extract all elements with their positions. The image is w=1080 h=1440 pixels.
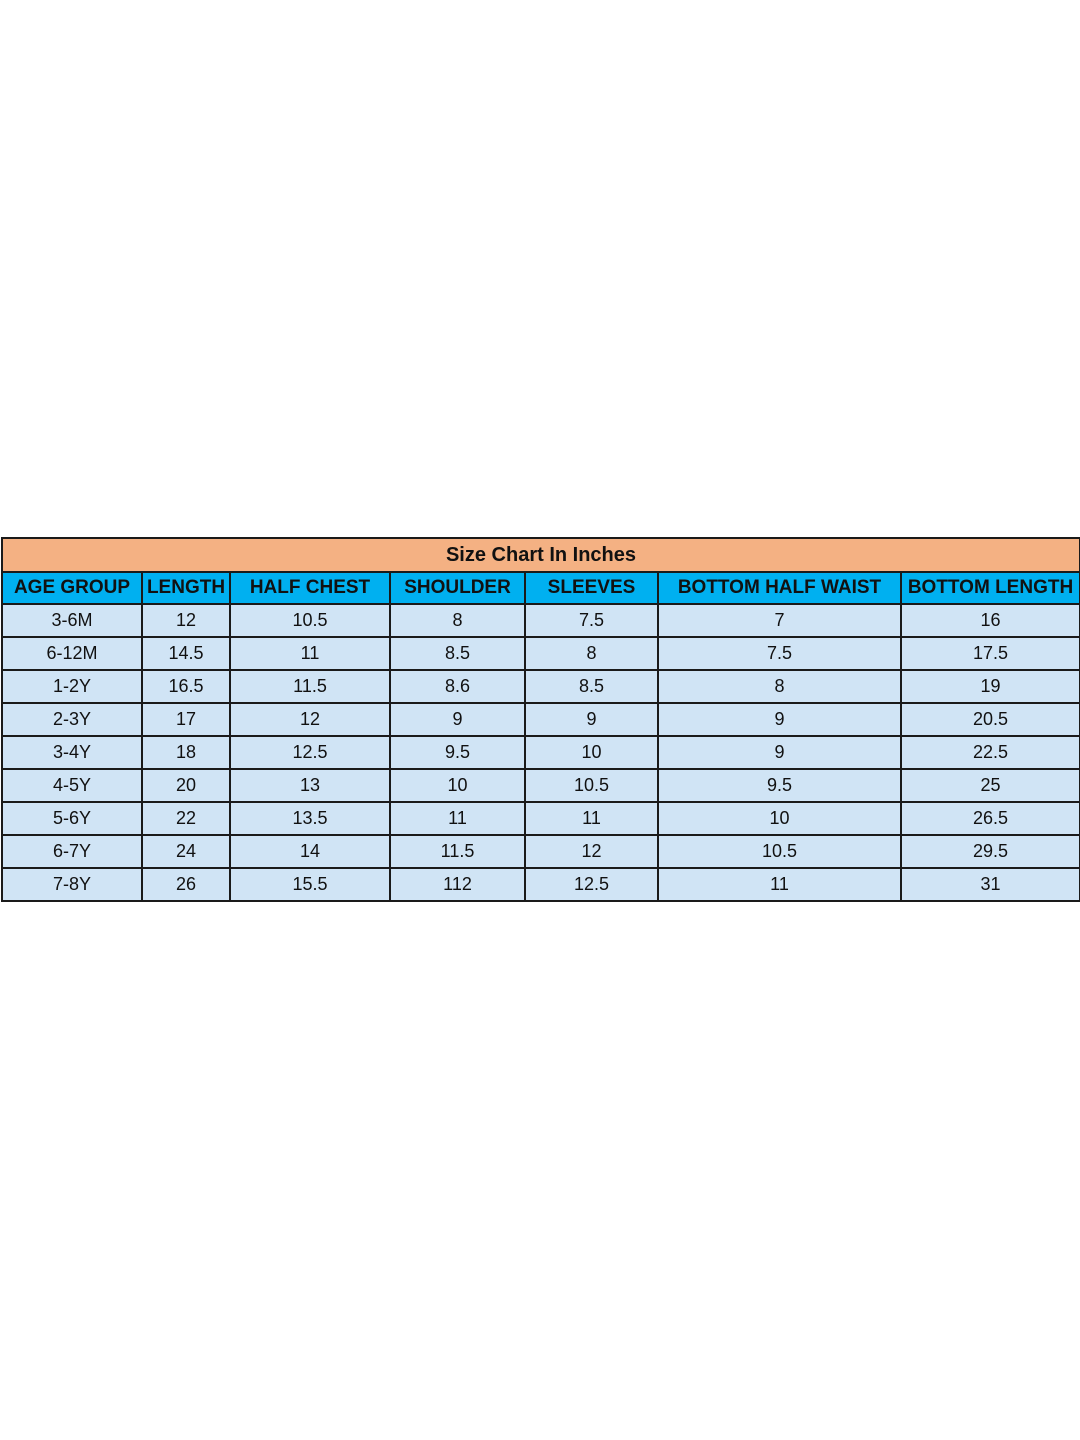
table-cell: 9 bbox=[390, 703, 525, 736]
table-cell: 16 bbox=[901, 604, 1080, 637]
table-cell: 112 bbox=[390, 868, 525, 901]
age-group-cell: 6-7Y bbox=[2, 835, 142, 868]
header-sleeves: SLEEVES bbox=[525, 572, 658, 604]
table-cell: 20 bbox=[142, 769, 230, 802]
table-row bbox=[2, 637, 1080, 670]
table-cell: 25 bbox=[901, 769, 1080, 802]
table-row bbox=[2, 835, 1080, 868]
table-cell: 8 bbox=[525, 637, 658, 670]
table-cell: 8.5 bbox=[390, 637, 525, 670]
table-cell: 12 bbox=[142, 604, 230, 637]
header-bottom-length: BOTTOM LENGTH bbox=[901, 572, 1080, 604]
table-cell: 10.5 bbox=[230, 604, 390, 637]
header-shoulder: SHOULDER bbox=[390, 572, 525, 604]
table-cell: 12 bbox=[525, 835, 658, 868]
age-group-cell: 6-12M bbox=[2, 637, 142, 670]
table-cell: 8.6 bbox=[390, 670, 525, 703]
header-bottom-half-waist: BOTTOM HALF WAIST bbox=[658, 572, 901, 604]
size-chart-table bbox=[1, 537, 1080, 902]
table-cell: 18 bbox=[142, 736, 230, 769]
title-row bbox=[2, 538, 1080, 572]
table-cell: 7.5 bbox=[658, 637, 901, 670]
table-cell: 11.5 bbox=[390, 835, 525, 868]
table-cell: 26.5 bbox=[901, 802, 1080, 835]
age-group-cell: 1-2Y bbox=[2, 670, 142, 703]
age-group-cell: 5-6Y bbox=[2, 802, 142, 835]
age-group-cell: 4-5Y bbox=[2, 769, 142, 802]
table-cell: 10 bbox=[390, 769, 525, 802]
table-cell: 22.5 bbox=[901, 736, 1080, 769]
table-cell: 9 bbox=[658, 703, 901, 736]
table-cell: 13 bbox=[230, 769, 390, 802]
table-cell: 7.5 bbox=[525, 604, 658, 637]
table-cell: 9.5 bbox=[658, 769, 901, 802]
age-group-cell: 2-3Y bbox=[2, 703, 142, 736]
header-age-group: AGE GROUP bbox=[2, 572, 142, 604]
table-row bbox=[2, 736, 1080, 769]
table-cell: 17.5 bbox=[901, 637, 1080, 670]
table-row bbox=[2, 802, 1080, 835]
table-row bbox=[2, 670, 1080, 703]
table-cell: 26 bbox=[142, 868, 230, 901]
table-cell: 11 bbox=[230, 637, 390, 670]
table-cell: 14.5 bbox=[142, 637, 230, 670]
age-group-cell: 7-8Y bbox=[2, 868, 142, 901]
table-cell: 19 bbox=[901, 670, 1080, 703]
header-half-chest: HALF CHEST bbox=[230, 572, 390, 604]
table-cell: 9 bbox=[658, 736, 901, 769]
table-cell: 14 bbox=[230, 835, 390, 868]
age-group-cell: 3-6M bbox=[2, 604, 142, 637]
table-row bbox=[2, 868, 1080, 901]
table-cell: 8 bbox=[658, 670, 901, 703]
table-cell: 24 bbox=[142, 835, 230, 868]
chart-title: Size Chart In Inches bbox=[2, 538, 1080, 572]
table-cell: 9.5 bbox=[390, 736, 525, 769]
table-cell: 11 bbox=[525, 802, 658, 835]
header-length: LENGTH bbox=[142, 572, 230, 604]
table-cell: 22 bbox=[142, 802, 230, 835]
table-row bbox=[2, 769, 1080, 802]
table-row bbox=[2, 703, 1080, 736]
table-cell: 15.5 bbox=[230, 868, 390, 901]
table-cell: 10.5 bbox=[658, 835, 901, 868]
table-cell: 11 bbox=[390, 802, 525, 835]
table-cell: 13.5 bbox=[230, 802, 390, 835]
table-cell: 9 bbox=[525, 703, 658, 736]
table-cell: 10.5 bbox=[525, 769, 658, 802]
table-cell: 12 bbox=[230, 703, 390, 736]
size-chart bbox=[1, 537, 1079, 902]
table-cell: 8 bbox=[390, 604, 525, 637]
table-cell: 16.5 bbox=[142, 670, 230, 703]
table-cell: 7 bbox=[658, 604, 901, 637]
header-row bbox=[2, 572, 1080, 604]
table-cell: 12.5 bbox=[230, 736, 390, 769]
table-cell: 10 bbox=[658, 802, 901, 835]
table-cell: 10 bbox=[525, 736, 658, 769]
table-cell: 20.5 bbox=[901, 703, 1080, 736]
table-cell: 12.5 bbox=[525, 868, 658, 901]
table-row bbox=[2, 604, 1080, 637]
table-cell: 8.5 bbox=[525, 670, 658, 703]
age-group-cell: 3-4Y bbox=[2, 736, 142, 769]
table-cell: 31 bbox=[901, 868, 1080, 901]
table-cell: 11.5 bbox=[230, 670, 390, 703]
table-cell: 17 bbox=[142, 703, 230, 736]
table-cell: 29.5 bbox=[901, 835, 1080, 868]
table-cell: 11 bbox=[658, 868, 901, 901]
